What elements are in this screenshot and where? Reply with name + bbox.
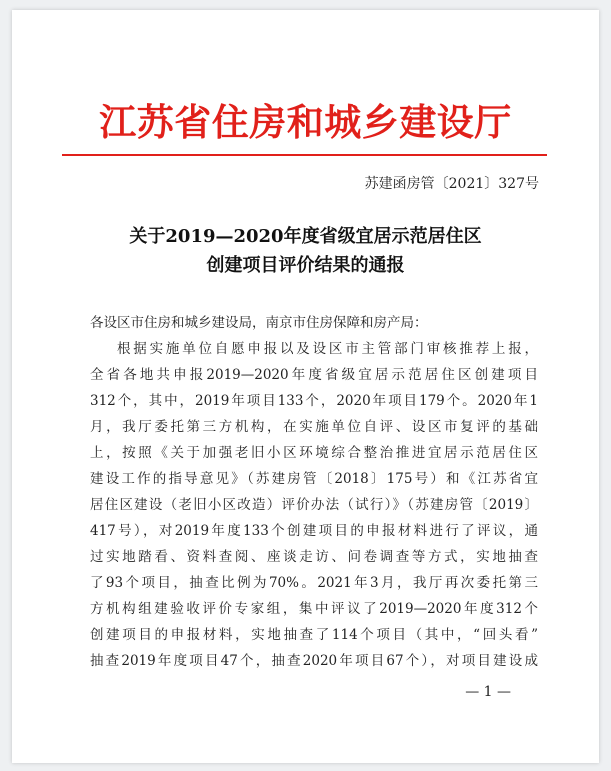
body-line: 月，我厅委托第三方机构，在实施单位自评、设区市复评的基础 [90, 419, 538, 435]
document-title-line-1: 关于2019—2020年度省级宜居示范居住区 [129, 226, 482, 247]
document-title-line-2: 创建项目评价结果的通报 [206, 255, 405, 276]
document-number: 苏建函房管〔2021〕327号 [364, 176, 539, 192]
body-line: 根据实施单位自愿申报以及设区市主管部门审核推荐上报， [117, 341, 538, 357]
body-line: 全省各地共申报2019—2020年度省级宜居示范居住区创建项目 [90, 367, 538, 383]
document-body [90, 310, 538, 674]
body-line: 过实地踏看、资料查阅、座谈走访、问卷调查等方式，实地抽查 [90, 549, 538, 565]
body-line: 建设工作的指导意见》（苏建房管〔2018〕175号）和《江苏省宜 [90, 471, 538, 487]
red-separator-line [62, 154, 547, 156]
body-line: 了93个项目，抽查比例为70%。2021年3月，我厅再次委托第三 [90, 575, 538, 591]
body-line: 上，按照《关于加强老旧小区环境综合整治推进宜居示范居住区 [90, 445, 538, 461]
body-line: 居住区建设（老旧小区改造）评价办法（试行）》（苏建房管〔2019〕 [90, 497, 538, 513]
salutation: 各设区市住房和城乡建设局，南京市住房保障和房产局： [90, 315, 428, 331]
document-page [12, 10, 599, 763]
body-line: 417号），对2019年度133个创建项目的申报材料进行了评议，通 [90, 523, 538, 539]
body-line: 创建项目的申报材料，实地抽查了114个项目（其中，“回头看” [90, 627, 538, 643]
body-line: 抽查2019年度项目47个，抽查2020年项目67个），对项目建设成 [90, 653, 538, 669]
page-number: — 1 — [465, 684, 511, 700]
body-line: 312个，其中，2019年项目133个，2020年项目179个。2020年1 [90, 393, 538, 409]
body-line: 方机构组建验收评价专家组，集中评议了2019—2020年度312个 [90, 601, 538, 617]
org-header-title: 江苏省住房和城乡建设厅 [99, 101, 512, 144]
